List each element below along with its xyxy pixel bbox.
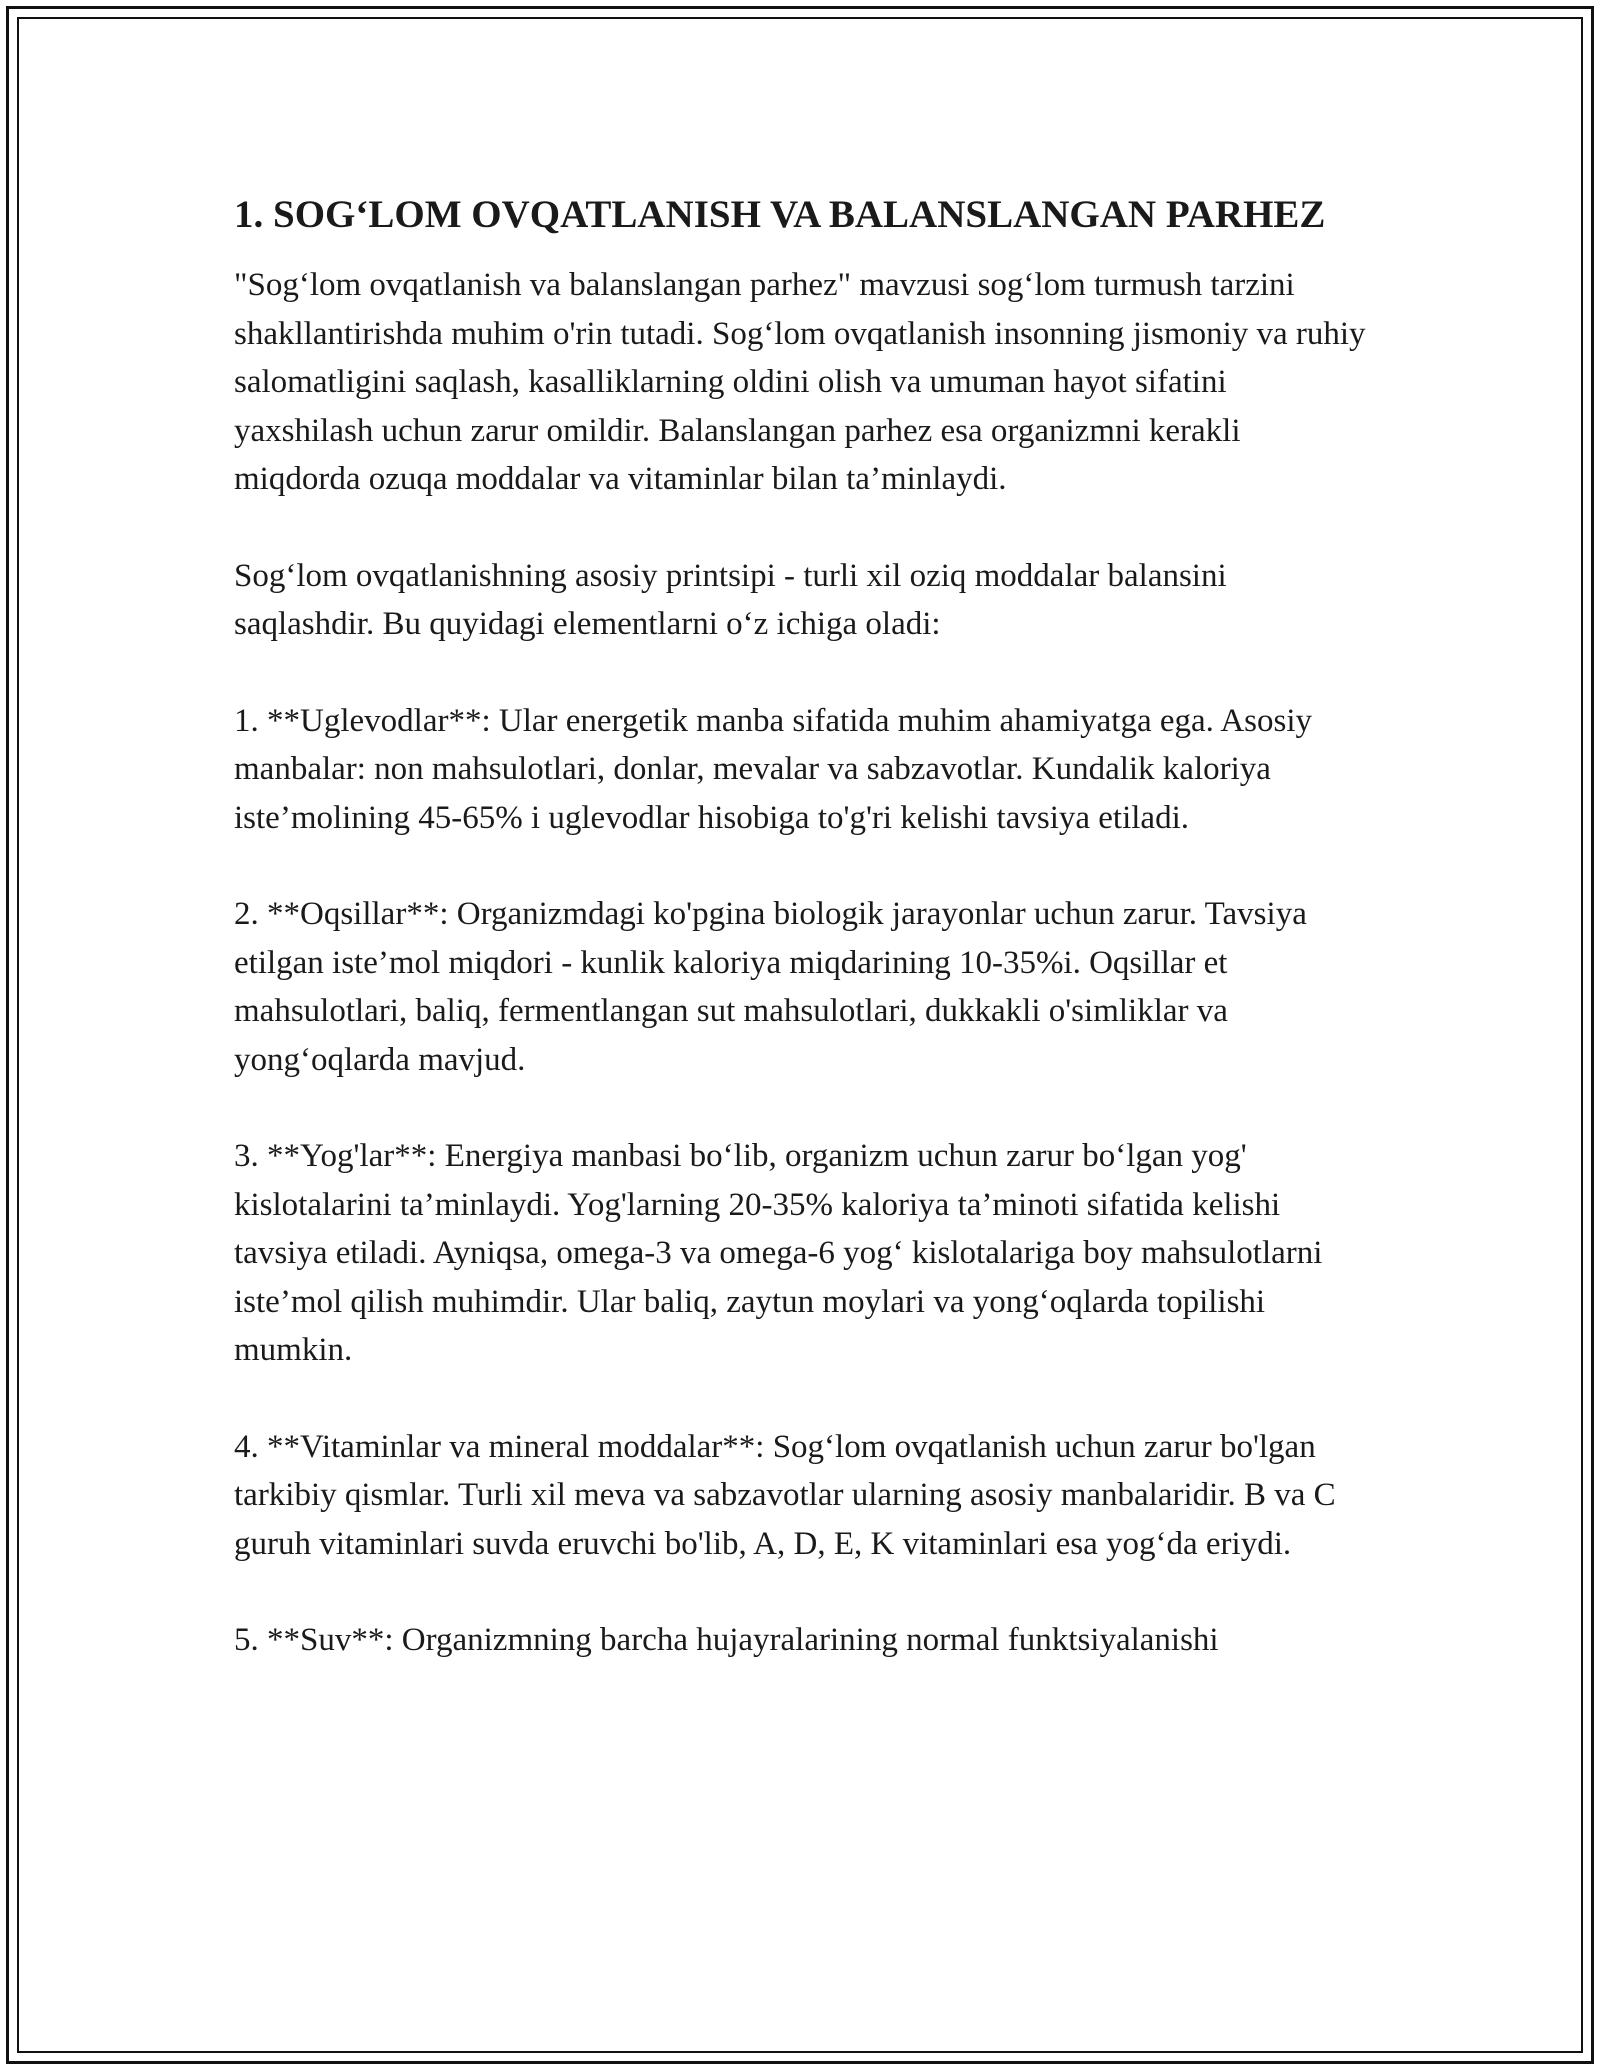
document-title: 1. SOG‘LOM OVQATLANISH VA BALANSLANGAN PARHEZ [234, 193, 1326, 236]
list-item-proteins: 2. **Oqsillar**: Organizmdagi ko'pgina biologik jarayonlar uchun zarur. Tavsiya etilgan iste’mol miqdori - kunlik kaloriya miqdarining 10-35%i. Oqsillar et mahsulotlari, baliq, fermentlangan sut mahsulotlari, dukkakli o'simliklar va yong‘oqlarda mavjud. [234, 896, 1307, 1078]
paragraph-principle: Sog‘lom ovqatlanishning asosiy printsipi - turli xil oziq moddalar balansini saqlashdir. Bu quyidagi elementlarni o‘z ichiga oladi: [234, 557, 1227, 642]
list-item-vitamins-minerals: 4. **Vitaminlar va mineral moddalar**: Sog‘lom ovqatlanish uchun zarur bo'lgan tarkibiy qismlar. Turli xil meva va sabzavotlar ularning asosiy manbalaridir. B va C guruh vitaminlari suvda eruvchi bo'lib, A, D, E, K vitaminlari esa yog‘da eriydi. [234, 1428, 1336, 1562]
list-item-carbohydrates: 1. **Uglevodlar**: Ular energetik manba sifatida muhim ahamiyatga ega. Asosiy manbalar: non mahsulotlari, donlar, mevalar va sabzavotlar. Kundalik kaloriya iste’molining 45-65% i uglevodlar hisobiga to'g'ri kelishi tavsiya etiladi. [234, 702, 1313, 836]
list-item-fats: 3. **Yog'lar**: Energiya manbasi bo‘lib, organizm uchun zarur bo‘lgan yog' kislotalarini ta’minlaydi. Yog'larning 20-35% kaloriya ta’minoti sifatida kelishi tavsiya etiladi. Ayniqsa, omega-3 va omega-6 yog‘ kislotalariga boy mahsulotlarni iste’mol qilish muhimdir. Ular baliq, zaytun moylari va yong‘oqlarda topilishi mumkin. [234, 1138, 1323, 1368]
document-body [234, 188, 1374, 1713]
paragraph-intro: "Sog‘lom ovqatlanish va balanslangan parhez" mavzusi sog‘lom turmush tarzini shakllantirishda muhim o'rin tutadi. Sog‘lom ovqatlanish insonning jismoniy va ruhiy salomatligini saqlash, kasalliklarning oldini olish va umuman hayot sifatini yaxshilash uchun zarur omildir. Balanslangan parhez esa organizmni kerakli miqdorda ozuqa moddalar va vitaminlar bilan ta’minlaydi. [234, 267, 1366, 497]
list-item-water: 5. **Suv**: Organizmning barcha hujayralarining normal funktsiyalanishi [234, 1622, 1219, 1658]
